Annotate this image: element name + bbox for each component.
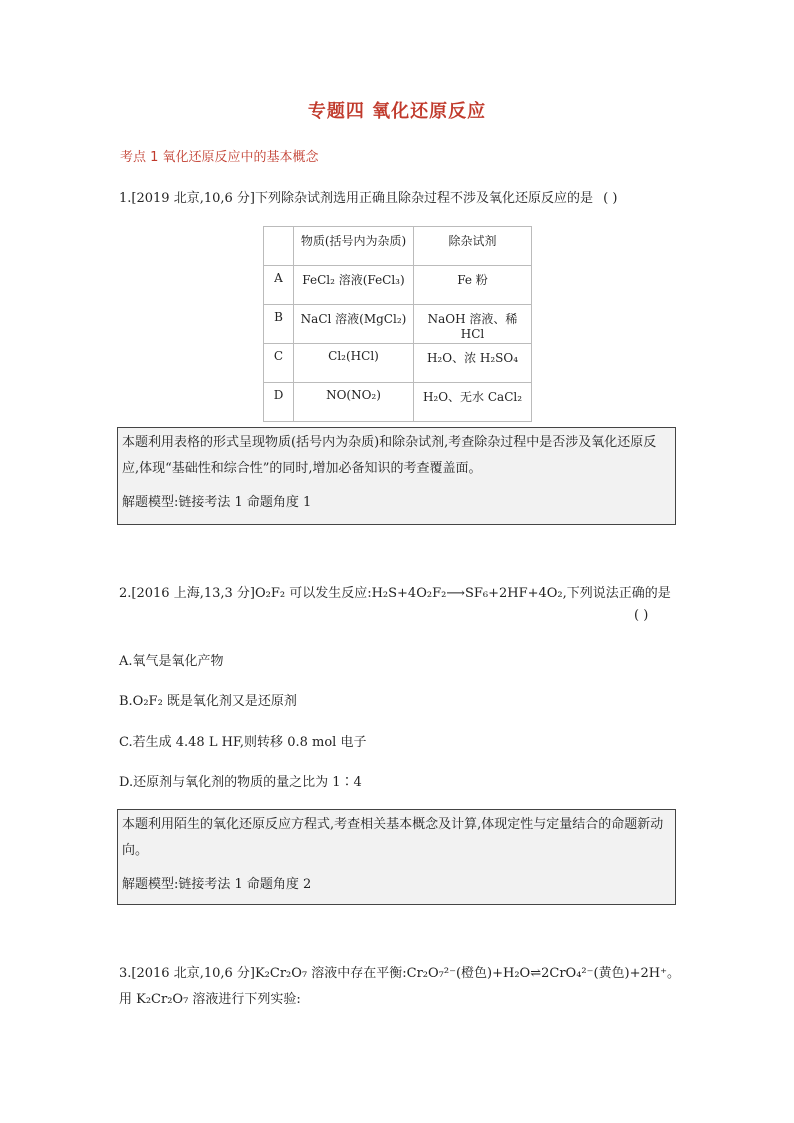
table-row xyxy=(264,383,532,422)
table-cell: FeCl₂ 溶液(FeCl₃) xyxy=(294,266,414,305)
page-title: 专题四 氧化还原反应 xyxy=(307,101,487,122)
section-heading: 考点 1 氧化还原反应中的基本概念 xyxy=(120,150,319,165)
question-1-note-box xyxy=(117,427,676,525)
question-3-line-1: 3.[2016 北京,10,6 分]K₂Cr₂O₇ 溶液中存在平衡:Cr₂O₇²⁻(橙色)+H₂O⇌2CrO₄²⁻(黄色)+2H⁺。 xyxy=(119,966,680,981)
question-2-note-box xyxy=(117,809,676,905)
table-cell: H₂O、无水 CaCl₂ xyxy=(414,383,532,422)
option-d: D.还原剂与氧化剂的物质的量之比为 1∶4 xyxy=(119,775,362,790)
question-1-note: 本题利用表格的形式呈现物质(括号内为杂质)和除杂试剂,考查除杂过程中是否涉及氧化还原反应,体现“基础性和综合性”的同时,增加必备知识的考查覆盖面。 xyxy=(122,435,657,476)
table-header-cell: 除杂试剂 xyxy=(414,227,532,266)
table-header-cell: 物质(括号内为杂质) xyxy=(294,227,414,266)
table-cell: NaOH 溶液、稀 HCl xyxy=(414,305,532,344)
question-1-model: 解题模型:链接考法 1 命题角度 1 xyxy=(122,495,312,510)
table-row xyxy=(264,266,532,305)
table-cell: NaCl 溶液(MgCl₂) xyxy=(294,305,414,344)
question-1-text: 1.[2019 北京,10,6 分]下列除杂试剂选用正确且除杂过程不涉及氧化还原反应的是 xyxy=(119,191,593,206)
question-2-answer-paren: ( ) xyxy=(634,608,649,623)
table-header-cell xyxy=(264,227,294,266)
question-1-answer-paren: ( ) xyxy=(603,191,618,206)
question-2-stem: 2.[2016 上海,13,3 分]O₂F₂ 可以发生反应:H₂S+4O₂F₂⟶SF₆+2HF+4O₂,下列说法正确的是 xyxy=(119,586,671,601)
table-cell: B xyxy=(264,305,294,344)
question-3-line-2: 用 K₂Cr₂O₇ 溶液进行下列实验: xyxy=(119,992,301,1007)
question-2-model: 解题模型:链接考法 1 命题角度 2 xyxy=(122,877,312,892)
table-cell: H₂O、浓 H₂SO₄ xyxy=(414,344,532,383)
table-cell: A xyxy=(264,266,294,305)
table-cell: D xyxy=(264,383,294,422)
option-a: A.氧气是氧化产物 xyxy=(119,654,224,669)
table-row xyxy=(264,305,532,344)
option-b: B.O₂F₂ 既是氧化剂又是还原剂 xyxy=(119,694,297,709)
table-cell: NO(NO₂) xyxy=(294,383,414,422)
reagent-table xyxy=(263,226,532,422)
question-1-stem xyxy=(119,187,617,206)
table-row xyxy=(264,344,532,383)
table-header-row xyxy=(264,227,532,266)
table-cell: Fe 粉 xyxy=(414,266,532,305)
table-cell: C xyxy=(264,344,294,383)
option-c: C.若生成 4.48 L HF,则转移 0.8 mol 电子 xyxy=(119,735,367,750)
table-cell: Cl₂(HCl) xyxy=(294,344,414,383)
question-2-note: 本题利用陌生的氧化还原反应方程式,考查相关基本概念及计算,体现定性与定量结合的命题新动向。 xyxy=(122,817,664,858)
